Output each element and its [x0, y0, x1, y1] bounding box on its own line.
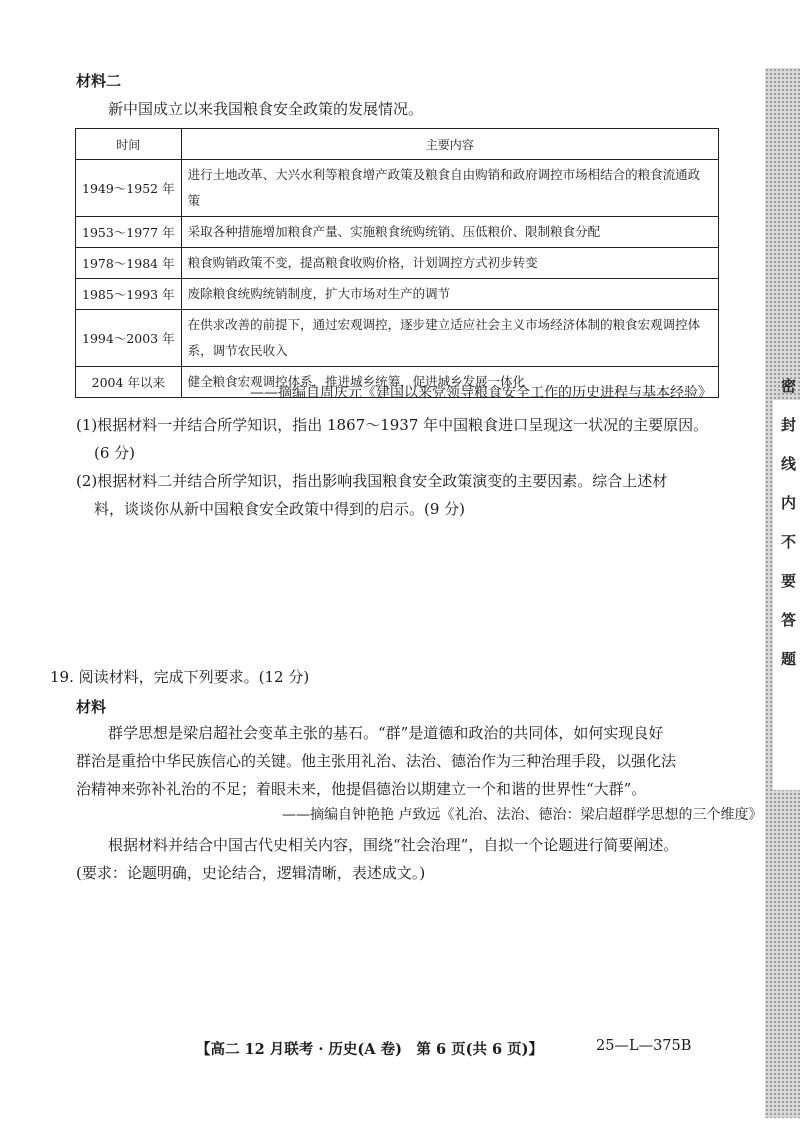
row-content: 粮食购销政策不变，提高粮食收购价格，计划调控方式初步转变: [181, 248, 718, 279]
row-content: 废除粮食统购统销制度，扩大市场对生产的调节: [181, 279, 718, 310]
q19-paragraph-line2: 群治是重拾中华民族信心的关键。他主张用礼治、法治、德治作为三种治理手段，以强化法: [76, 752, 677, 770]
row-time: 1985～1993 年: [76, 279, 182, 310]
binding-warning-text: 密封线内不要答题: [779, 378, 797, 690]
question-2-line1: (2)根据材料二并结合所学知识，指出影响我国粮食安全政策演变的主要因素。综合上述材: [76, 472, 668, 490]
row-time: 2004 年以来: [76, 367, 182, 398]
table-row: [76, 248, 719, 279]
row-time: 1953～1977 年: [76, 217, 182, 248]
header-content: 主要内容: [181, 129, 718, 160]
question-19-title: 19. 阅读材料，完成下列要求。(12 分): [50, 668, 310, 686]
header-time: 时间: [76, 129, 182, 160]
material2-heading: 材料二: [76, 72, 122, 90]
policy-table: [75, 128, 719, 398]
q19-material-heading: 材料: [76, 698, 107, 716]
material2-source: ——摘编自周庆元《建国以来党领导粮食安全工作的历史进程与基本经验》: [250, 385, 712, 401]
q19-paragraph-line3: 治精神来弥补礼治的不足；着眼未来，他提倡德治以期建立一个和谐的世界性“大群”。: [76, 780, 647, 798]
table-header-row: [76, 129, 719, 160]
q19-requirement-line1: 根据材料并结合中国古代史相关内容，围绕“社会治理”，自拟一个论题进行简要阐述。: [108, 836, 679, 854]
q19-requirement-line2: (要求：论题明确，史论结合，逻辑清晰，表述成文。): [76, 864, 426, 882]
footer-code: 25—L—375B: [596, 1038, 692, 1054]
question-1-line1: (1)根据材料一并结合所学知识，指出 1867～1937 年中国粮食进口呈现这一状况的主要原因。: [76, 416, 709, 434]
row-time: 1994～2003 年: [76, 310, 182, 367]
row-content: 进行土地改革、大兴水利等粮食增产政策及粮食自由购销和政府调控市场相结合的粮食流通政策: [181, 160, 718, 217]
row-time: 1949～1952 年: [76, 160, 182, 217]
row-content: 采取各种措施增加粮食产量、实施粮食统购统销、压低粮价、限制粮食分配: [181, 217, 718, 248]
table-row: [76, 310, 719, 367]
question-1-line2: (6 分): [94, 444, 136, 462]
table-row: [76, 217, 719, 248]
q19-source: ——摘编自钟艳艳 卢致远《礼治、法治、德治：梁启超群学思想的三个维度》: [282, 807, 763, 823]
table-row: [76, 160, 719, 217]
material2-intro: 新中国成立以来我国粮食安全政策的发展情况。: [108, 100, 424, 118]
q19-paragraph-line1: 群学思想是梁启超社会变革主张的基石。“群”是道德和政治的共同体，如何实现良好: [108, 724, 664, 742]
row-content: 健全粮食宏观调控体系，推进城乡统筹，促进城乡发展一体化: [181, 367, 718, 398]
question-2-line2: 料，谈谈你从新中国粮食安全政策中得到的启示。(9 分): [94, 500, 466, 518]
row-time: 1978～1984 年: [76, 248, 182, 279]
table-row: [76, 279, 719, 310]
row-content: 在供求改善的前提下，通过宏观调控，逐步建立适应社会主义市场经济体制的粮食宏观调控体系，调节农民收入: [181, 310, 718, 367]
footer-exam-info: 【高二 12 月联考 · 历史(A 卷) 第 6 页(共 6 页)】: [196, 1041, 544, 1058]
